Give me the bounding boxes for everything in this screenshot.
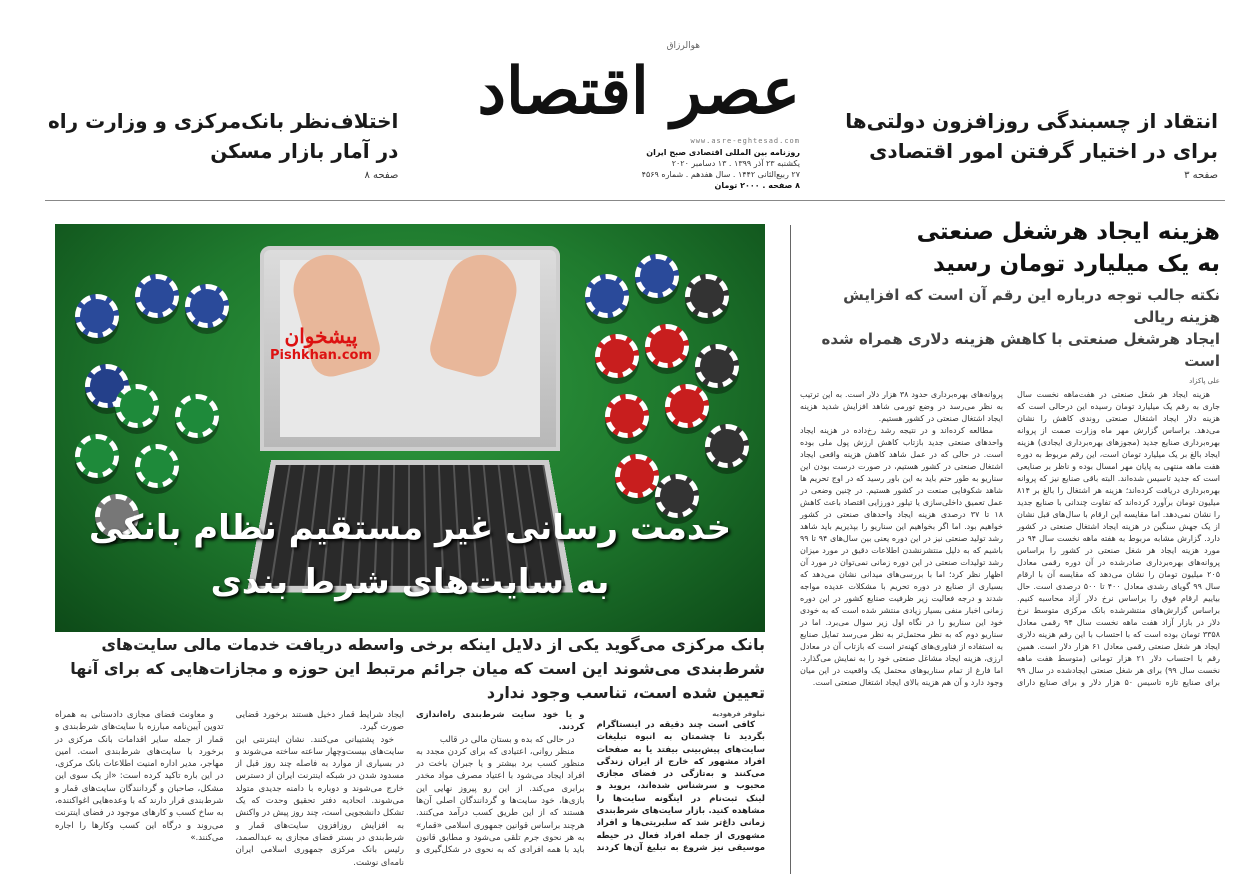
issue-line: ۲۷ ربیع‌الثانی ۱۴۴۲ . سال هفدهم . شماره ۴۵۶۹	[641, 170, 800, 179]
column-divider	[790, 225, 791, 874]
header-divider	[45, 200, 1225, 201]
poker-chip	[75, 294, 119, 338]
teaser-headline: اختلاف‌نظر بانک‌مرکزی و وزارت راه در آمار بازار مسکن	[48, 109, 399, 163]
teaser-headline: انتقاد از چسبندگی روزافزون دولتی‌ها برای در اختیار گرفتن امور اقتصادی	[845, 109, 1218, 163]
lead-story-byline: علی پاکزاد	[1189, 377, 1220, 385]
poker-chip	[695, 344, 739, 388]
top-left-teaser[interactable]	[48, 106, 398, 181]
poker-chip	[75, 434, 119, 478]
top-right-teaser[interactable]	[845, 106, 1218, 181]
poker-chip	[645, 324, 689, 368]
watermark: پیشخوان Pishkhan.com	[270, 324, 373, 363]
paragraph: مطالعه کرده‌اند و در نتیجه رشد رخ‌داده در هزینه ایجاد واحدهای صنعتی جدید بازتاب کاهش ارزش پول ملی بوده است. در حالی که در عمل شاهد کاهش هزینه واقعی ایجاد اشتغال صنعتی در کشور هستیم، در صورت درست بودن این سناریو به طور حتم باید به این باور رسید که در اوج تحریم ها شاهد شکوفایی صنعت در کشور هستیم. در چنین وضعی در عمل تعمیق داخلی‌سازی یا تیلور دورزایی اقتصاد باعث کاهش ۱۸ تا ۳۷ درصدی هزینه ایجاد واحدهای صنعتی در کشور خواهیم بود. اما اگر بخواهیم این سناریو را بپذیریم باید شاهد رشد تولید صنعتی نیز در این دوره یعنی بین سال‌های ۹۴ تا ۹۹ باشیم که به دلیل منتشرنشدن اطلاعات دقیق در مورد میزان رشد تولیدات صنعتی در این دوره زمانی نمی‌توان در مورد آن اظهار نظر کرد؛ اما با بررسی‌های میدانی نشان می‌دهد که بسیاری از صنایع در دوره تحریم با مشکلات عدیده مواجه شدند و درجه فعالیت زیر ظرفیت صنایع کشور در این دوره زمانی اخبار منفی بسیار زیادی منتشر شده است که به خودی خود این سناریو را در نگاه اول زیر سوال می‌برد. اما در سناریو دوم که به نظر محتمل‌تر به نظر می‌رسد تمایل صنایع به استفاده از فناوری‌های کهنه‌تر است که بازتاب آن در معادل ارزی، هزینه ایجاد مشاغل صنعتی خود را به نمایش می‌گذارد. اما فارغ از تمام سناریوهای محتمل یک واقعیت در این میان وجود دارد و آن هم هزینه بالای ایجاد اشتغال صنعتی است.	[800, 426, 1003, 687]
poker-chip	[175, 394, 219, 438]
paragraph: خود پشتیبانی می‌کنند. نشان اینترنتی این سایت‌های بیست‌وچهار ساعته ساخته می‌شوند و در بسیاری از موارد به فاصله چند روز قبل از مسدود شدن در شبکه اینترنت ایران از دسترس خارج می‌شوند و دوباره با دامنه جدیدی متولد می‌شوند. اتحادیه دفتر تحقیق وحدت که یک تشکل دانشجویی است، چند روز پیش در واکنش به افزایش روزافزون سایت‌های قمار و شرط‌بندی در بستر فضای مجازی به عبدالصمد، رئیس بانک مرکزی جمهوری اسلامی ایران نامه‌ای نوشت.	[235, 734, 404, 868]
lead-story-columns	[800, 389, 1220, 689]
poker-chip	[115, 384, 159, 428]
poker-chip	[615, 454, 659, 498]
main-story-columns	[55, 709, 765, 869]
poker-chip	[665, 384, 709, 428]
photo-headline: خدمت رسانی غیر مستقیم نظام بانکی	[88, 508, 732, 548]
poker-chip	[595, 334, 639, 378]
page-reference: صفحه ۸	[364, 170, 399, 181]
masthead	[477, 40, 800, 198]
masthead-info	[600, 136, 800, 191]
poker-chip	[685, 274, 729, 318]
poker-chip	[585, 274, 629, 318]
poker-chip	[185, 284, 229, 328]
poker-chip	[135, 274, 179, 318]
main-photo	[55, 224, 765, 632]
lead-story-subheadline: نکته جالب توجه درباره این رقم آن است که افزایش هزینه ریالی ایجاد هرشغل صنعتی با کاهش هزینه دلاری همراه شده است	[821, 286, 1220, 370]
lead-story-headline[interactable]: هزینه ایجاد هرشغل صنعتی به یک میلیارد تومان رسید	[916, 219, 1220, 277]
paragraph: در حالی که بده و بستان مالی در قالب	[439, 734, 575, 745]
website-url: www.asre-eghtesad.com	[690, 137, 800, 145]
paragraph: و معاونت فضای مجازی دادستانی به همراه تدوین آیین‌نامه مبارزه با سایت‌های شرط‌بندی و قمار از جمله سایر اقدامات بانک مرکزی در برخورد با سایت‌های شرط‌بندی است. امین مهاجر، مدیر اداره امنیت اطلاعات بانک مرکزی، در این باره تاکید کرده است: «از یک سوی این مشکل، صاحبان و گردانندگان سایت‌های قمار و شرط‌بندی قرار دارند که با وعده‌هایی اغواکننده، به ساخ کسب و کارهای موجود در فضای اینترنت می‌روند و درگاه این کسب وکارها را اجاره می‌کنند.»	[55, 710, 224, 843]
lead-story	[800, 216, 1220, 689]
date-line: یکشنبه ۲۳ آذر ۱۳۹۹ . ۱۳ دسامبر ۲۰۲۰	[671, 159, 800, 168]
paragraph: منظر روانی، اعتیادی که برای کردن مجدد به منظور کسب برد بیشتر و یا جبران باخت در افراد ایجاد می‌شود با اعتیاد مصرف مواد مخدر برابری می‌کند. از این رو پیروز نهایی این بازی‌ها، خود سایت‌ها و گردانندگان اصلی آن‌ها هستند که از این طریق کسب درآمد می‌کنند. هرچند براساس قوانین جمهوری اسلامی «قمار» به هر نحوی جرم تلقی می‌شود و مطابق قانون باید با همه افرادی که به نحوی در شکل‌گیری و ایجاد شرایط قمار دخیل هستند برخورد قضایی صورت گیرد.	[235, 710, 585, 856]
main-story	[55, 633, 765, 869]
paragraph: هزینه ایجاد هر شغل صنعتی در هفت‌ماهه نخست سال جاری به رقم یک میلیارد تومان رسیده این درحالی است که هزینه دلار ایجاد اشتغال صنعتی روندی کاهش را نشان می‌دهد. براساس گزارش مهر ماه وزارت صمت از پروانه بهره‌برداری صنایع جدید (مجوزهای بهره‌برداری ایجادی) هزینه ایجاد بالغ بر یک میلیارد تومان است، این رقم مربوط به دوره هفت ماهه منتهی به پایان مهر امسال بوده و ناظر بر صنایعی است که جدید تاسیس شده‌اند. البته باقی صنایع نیز که پروانه بهره‌برداری دریافت کرده‌اند؛ هزینه هر اشتغال را بالغ بر ۸۱۴ میلیون تومان برآورد کرده‌اند که تفاوت چندانی با صنایع جدید را نشان نمی‌دهد. اما مقایسه این ارقام با سال‌های قبل نشان از یک جهش سنگین در هزینه ایجاد اشتغال صنعتی در کشور دارد. گزارش مشابه مربوط به هفته ماهه نخست سال ۹۴ در مورد هزینه ایجاد هر شغل صنعتی در کشور را براساس پروانه‌های بهره‌برداری صادرشده در آن دوره رقمی معادل ۲۰۵ میلیون تومان را نشان می‌دهد که مقایسه آن با ارقام سال ۹۹ گویای رشدی معادل ۴۰۰ تا ۵۰۰ درصدی است. حال بیاییم ارقام فوق را براساس نرخ دلار آزاد محاسبه کنیم. براساس گزارش‌های منتشرشده بانک مرکزی متوسط نرخ دلار در بازار آزاد هفت ماهه نخست سال ۹۴ رقمی معادل ۳۳۵۸ تومان بوده است که با احتساب با این رقم هزینه دلاری ایجاد هر شغل صنعتی رقمی معادل ۶۱ هزار دلار است. همین رقم با احتساب دلار ۲۱ هزار تومانی (متوسط هفت ماهه نخست سال ۹۹) برای هر شغل صنعتی ایجادشده در سال ۹۹ برای صنایع تازه تاسیس ۵۰ هزار دلار و برای صنایع دارای پروانه‌های بهره‌برداری حدود ۳۸ هزار دلار است. به این ترتیب به نظر می‌رسد در وضع تورمی شاهد افزایش شدید هزینه ایجاد اشتغال صنعتی در کشور هستیم.	[800, 390, 1221, 687]
intro-paragraph: کافی است چند دقیقه در اینستاگرام بگردید تا چشمتان به انبوه تبلیغات سایت‌های پیش‌بینی بیفتد یا به صفحات افراد مشهور که خارج از ایران زندگی می‌کنند و به‌تازگی در فضای مجازی محبوب و سرشناس شده‌اند، بروید و لینک ثبت‌نام در اینگونه سایت‌ها را مشاهده کنید. بازار سایت‌های شرط‌بندی زمانی داغ‌تر شد که سلبریتی‌ها و افراد مشهوری از جمله افراد فعال در حیطه موسیقی نیز شروع به تبلیغ آن‌ها کردند و یا خود سایت شرط‌بندی راه‌اندازی کردند.	[416, 710, 765, 853]
newspaper-logo: عصر اقتصاد	[477, 54, 800, 129]
photo-headline: به سایت‌های شرط بندی	[210, 562, 610, 602]
invocation: هوالرزاق	[666, 41, 700, 51]
poker-chip	[135, 444, 179, 488]
price-line: ۸ صفحه . ۲۰۰۰ تومان	[714, 181, 800, 190]
poker-chip	[635, 254, 679, 298]
byline: نیلوفر فرهودیه	[712, 710, 765, 718]
poker-chip	[605, 394, 649, 438]
main-story-deck[interactable]: بانک مرکزی می‌گوید یکی از دلایل اینکه برخی واسطه دریافت خدمات مالی سایت‌های شرط‌بندی می‌شوند این است که میان جرائم مرتبط این حوزه و مجازات‌هایی که برای آنها تعیین شده است، تناسب وجود ندارد	[70, 635, 765, 702]
poker-chip	[705, 424, 749, 468]
page-reference: صفحه ۳	[1184, 170, 1218, 181]
masthead-subtitle: روزنامه بین المللی اقتصادی صبح ایران	[646, 148, 800, 157]
